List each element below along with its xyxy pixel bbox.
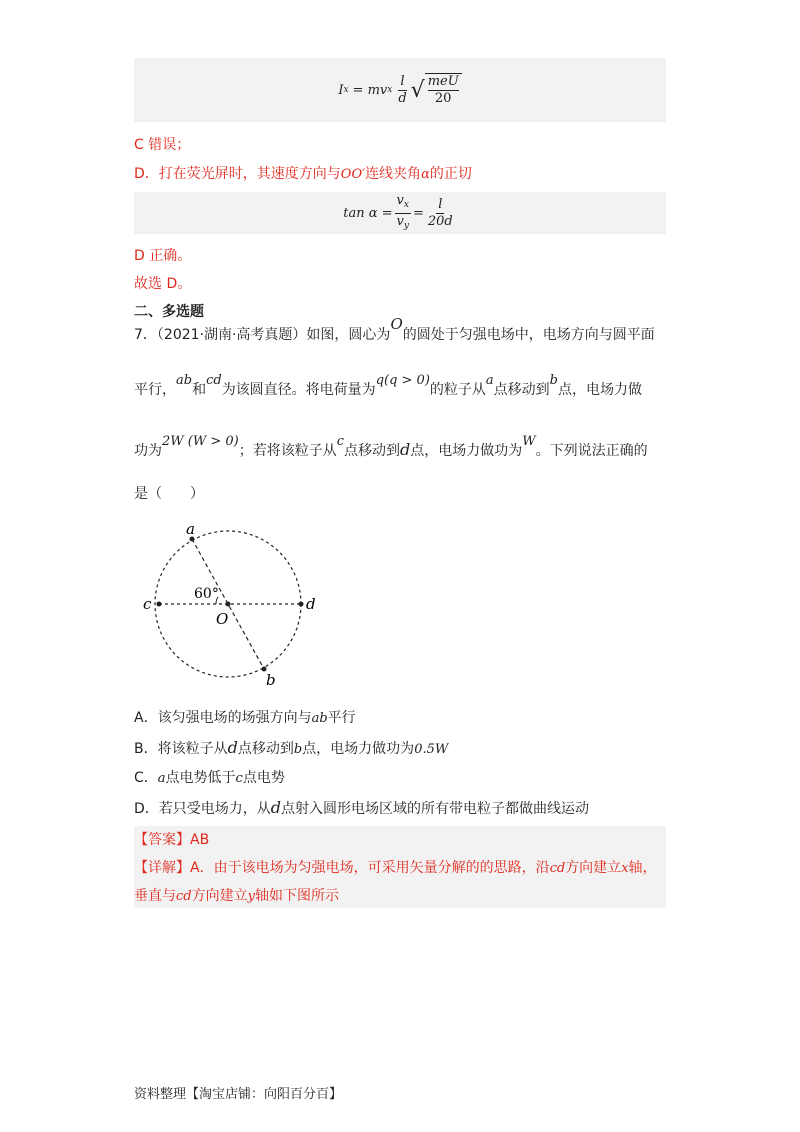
question-line-3: 功为2W (W > 0)；若将该粒子从c点移动到d点，电场力做功为W。下列说法正确的 bbox=[134, 434, 648, 459]
circle-diagram bbox=[134, 518, 334, 688]
d-option-text: D．打在荧光屏时，其速度方向与OO′连线夹角α的正切 bbox=[134, 166, 472, 182]
point-c bbox=[157, 602, 162, 607]
option-d: D．若只受电场力，从d点射入圆形电场区域的所有带电粒子都做曲线运动 bbox=[134, 798, 590, 817]
tangent-formula: tan α = $\frac{v_x}{v_y}$ = $\frac{l}{20d}$ bbox=[343, 192, 453, 231]
formula-box-1 bbox=[134, 58, 666, 122]
option-b: B．将该粒子从d点移动到b点，电场力做功为0.5W bbox=[134, 738, 449, 757]
label-a: a bbox=[186, 520, 195, 538]
choose-text: 故选 D。 bbox=[134, 276, 192, 292]
label-c: c bbox=[143, 595, 152, 613]
momentum-formula: I x = mv x $\frac{l}{d}$ √ meU 20 bbox=[134, 58, 666, 122]
detail-line-1: 【详解】A．由于该电场为匀强电场，可采用矢量分解的的思路，沿cd方向建立x轴， bbox=[134, 860, 657, 876]
option-c: C．a点电势低于c点电势 bbox=[134, 770, 285, 786]
detail-line-2: 垂直与cd方向建立y轴如下图所示 bbox=[134, 888, 339, 904]
question-line-4: 是（ ） bbox=[134, 486, 204, 502]
c-wrong-text: C 错误； bbox=[134, 137, 191, 153]
section-heading: 二、多选题 bbox=[134, 304, 204, 320]
label-o: O bbox=[216, 610, 229, 628]
d-correct-text: D 正确。 bbox=[134, 248, 192, 264]
label-d: d bbox=[306, 595, 316, 613]
question-line-2: 平行，ab和cd为该圆直径。将电荷量为q(q > 0)的粒子从a点移动到b点，电场力做 bbox=[134, 373, 642, 398]
footer-text: 资料整理【淘宝店铺：向阳百分百】 bbox=[134, 1087, 343, 1102]
label-b: b bbox=[266, 671, 276, 688]
point-d bbox=[299, 602, 304, 607]
formula-box-2 bbox=[134, 192, 666, 234]
point-o bbox=[226, 602, 231, 607]
question-line-1: 7．（2021·湖南·高考真题）如图，圆心为O的圆处于匀强电场中，电场方向与圆平面 bbox=[134, 315, 655, 343]
answer-text: 【答案】AB bbox=[134, 832, 210, 848]
angle-label: 60° bbox=[194, 586, 219, 602]
option-a: A．该匀强电场的场强方向与ab平行 bbox=[134, 710, 356, 726]
